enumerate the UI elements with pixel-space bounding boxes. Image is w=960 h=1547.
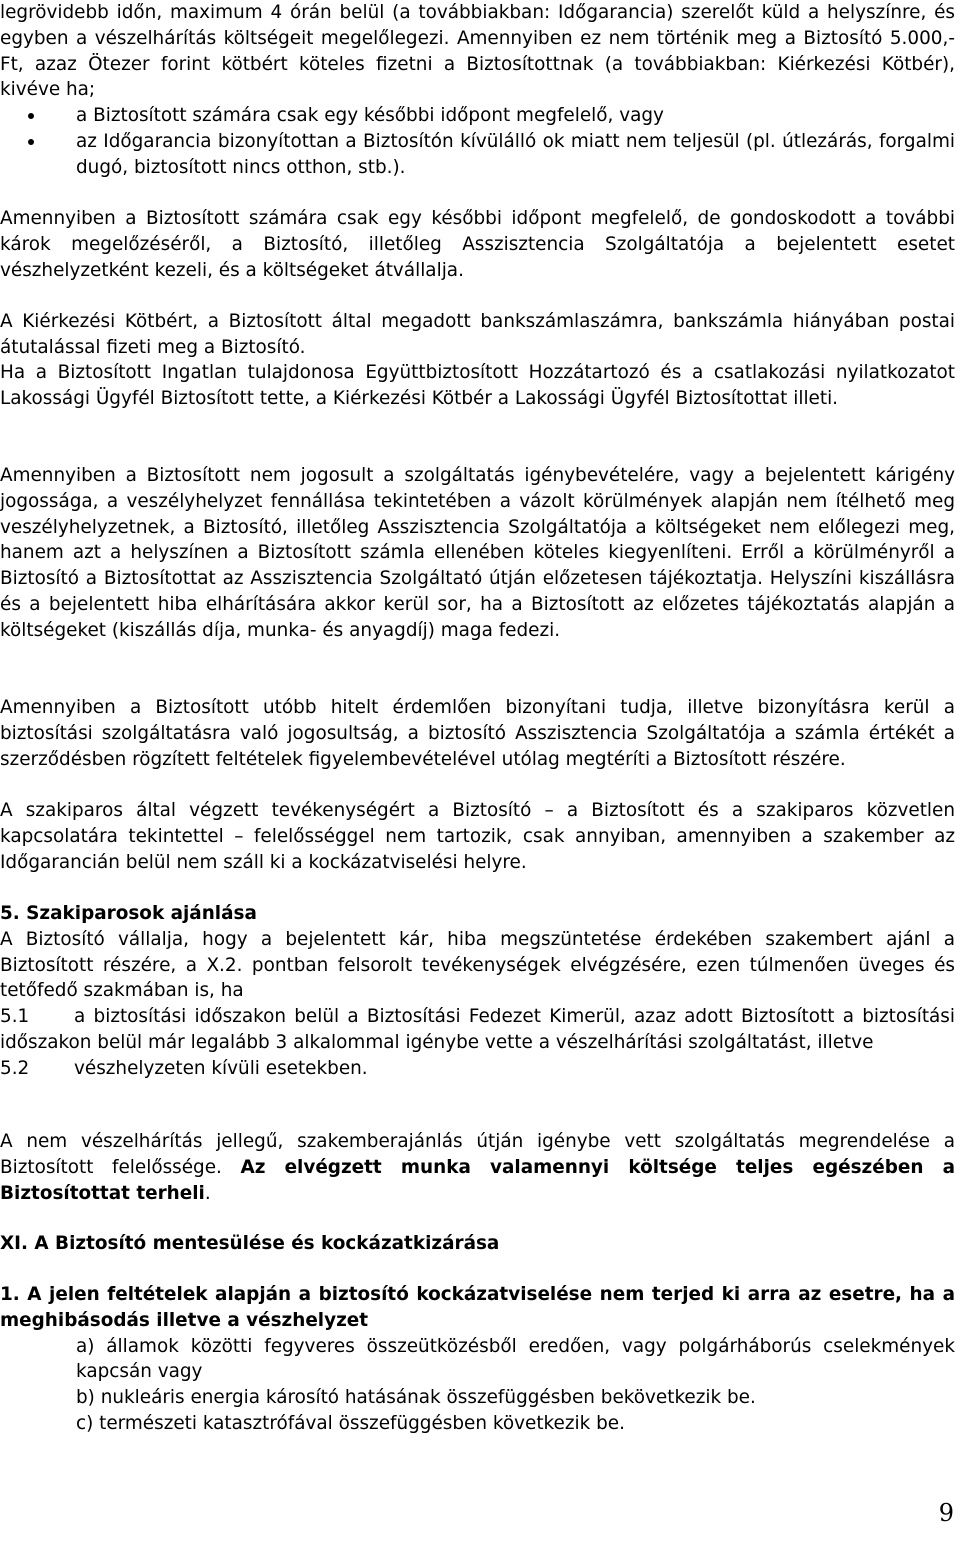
section-subheading: 1. A jelen feltételek alapján a biztosító kockázatviselése nem terjed ki arra az esetre, ha a meghibásodás illetve a vészhelyzet [0, 1284, 955, 1331]
page-number: 9 [938, 1499, 954, 1527]
section-5 [0, 901, 955, 1082]
later-proof-paragraph: Amennyiben a Biztosított utóbb hitelt érdemlően bizonyítani tudja, illetve bizonyításra kerül a biztosítási szolgáltatásra való jogosultság, a biztosító Asszisztencia Szolgáltatója a számla értékét a szerződésben rögzített feltételek figyelembevételével utólag megtéríti a Biztosított részére. [0, 697, 955, 770]
section-intro: A Biztosító vállalja, hogy a bejelentett kár, hiba megszüntetése érdekében szakembert ajánl a Biztosított részére, a X.2. pontban felsorolt tevékenységek elvégzésére, ezen túlmenően üveges és tetőfedő szakmában is, ha [0, 928, 955, 1002]
numbered-item [0, 1004, 955, 1056]
section-heading: 5. Szakiparosok ajánlása [0, 903, 257, 924]
exception-list [0, 103, 955, 180]
list-item: a) államok közötti fegyveres összeütközésből eredően, vagy polgárháborús cselekmények kapcsán vagy [76, 1335, 955, 1383]
intro-paragraph: legrövidebb időn, maximum 4 órán belül (a továbbiakban: Időgarancia) szerelőt küld a helyszínre, és egyben a vészelhárítás költségeit megelőlegezi. Amennyiben ez nem történik meg a Biztosító 5.000,- Ft, azaz Ötezer forint kötbért köteles fizetni a Biztosítottnak (a továbbiakban: Kiérkezési Kötbér), kivéve ha; [0, 2, 955, 101]
item-number: 5.1 [0, 1006, 30, 1028]
closing-end: . [204, 1182, 211, 1204]
not-entitled-paragraph: Amennyiben a Biztosított nem jogosult a szolgáltatás igénybevételére, vagy a bejelentett kárigény jogossága, a veszélyhelyzet fennállása tekintetében a vázolt körülmények alapján nem ítélhető meg veszélyhelyzetnek, a Biztosító, illetőleg Asszisztencia Szolgáltatója a költségeket nem előlegezi meg, hanem azt a helyszínen a Biztosított számla ellenében köteles kiegyenlíteni. Erről a körülményről a Biztosító a Biztosítottat az Asszisztencia Szolgáltató útján előzetesen tájékoztatja. Helyszíni kiszállásra és a bejelentett hiba elhárítására akkor kerül sor, ha a Biztosított az előzetes tájékoztatás alapján a költségeket (kiszállás díja, munka- és anyagdíj) maga fedezi. [0, 465, 955, 641]
item-text: a biztosítási időszakon belül a Biztosítási Fedezet Kimerül, azaz adott Biztosított a biztosítási időszakon belül már legalább 3 alkalommal igénybe vette a vészelhárítási szolgáltatást, illetve [0, 1006, 955, 1053]
item-number: 5.2 [0, 1057, 30, 1079]
list-item: b) nukleáris energia károsító hatásának összefüggésben bekövetkezik be. [76, 1387, 756, 1409]
section-xi [0, 1282, 955, 1437]
list-item: a Biztosított számára csak egy későbbi időpont megfelelő, vagy [0, 103, 955, 129]
closing-text: A nem vészelhárítás jellegű, szakemberajánlás útján igénybe vett szolgáltatás megrendelése a Biztosított felelőssége. [0, 1131, 955, 1178]
section-5-closing [0, 1129, 955, 1206]
craftsman-paragraph: A szakiparos által végzett tevékenységért a Biztosító – a Biztosított és a szakiparos közvetlen kapcsolatára tekintettel – felelősséggel nem tartozik, csak annyiban, amennyiben a szakember az Időgarancián belül nem száll ki a kockázatviselési helyre. [0, 800, 955, 873]
closing-bold-text: Az elvégzett munka valamennyi költsége teljes egészében a Biztosítottat terheli [0, 1156, 955, 1204]
list-item: az Időgarancia bizonyítottan a Biztosítón kívülálló ok miatt nem teljesül (pl. útlezárás, forgalmi dugó, biztosított nincs otthon, stb.). [0, 129, 955, 181]
later-time-paragraph: Amennyiben a Biztosított számára csak egy későbbi időpont megfelelő, de gondoskodott a további károk megelőzéséről, a Biztosító, illetőleg Asszisztencia Szolgáltatója a bejelentett esetet vészhelyzetként kezeli, és a költségeket átvállalja. [0, 208, 955, 281]
owner-paragraph: Ha a Biztosított Ingatlan tulajdonosa Együttbiztosított Hozzátartozó és a csatlakozási nyilatkozatot Lakossági Ügyfél Biztosított tette, a Kiérkezési Kötbér a Lakossági Ügyfél Biztosítottat illeti. [0, 362, 955, 409]
list-item: c) természeti katasztrófával összefüggésben következik be. [76, 1412, 625, 1434]
kotber-payment-paragraph: A Kiérkezési Kötbért, a Biztosított által megadott bankszámlaszámra, bankszámla hiányában postai átutalással fizeti meg a Biztosító. [0, 311, 955, 358]
numbered-item [0, 1056, 955, 1082]
section-xi-heading: XI. A Biztosító mentesülése és kockázatkizárása [0, 1233, 500, 1254]
item-text: vészhelyzeten kívüli esetekben. [74, 1057, 368, 1079]
